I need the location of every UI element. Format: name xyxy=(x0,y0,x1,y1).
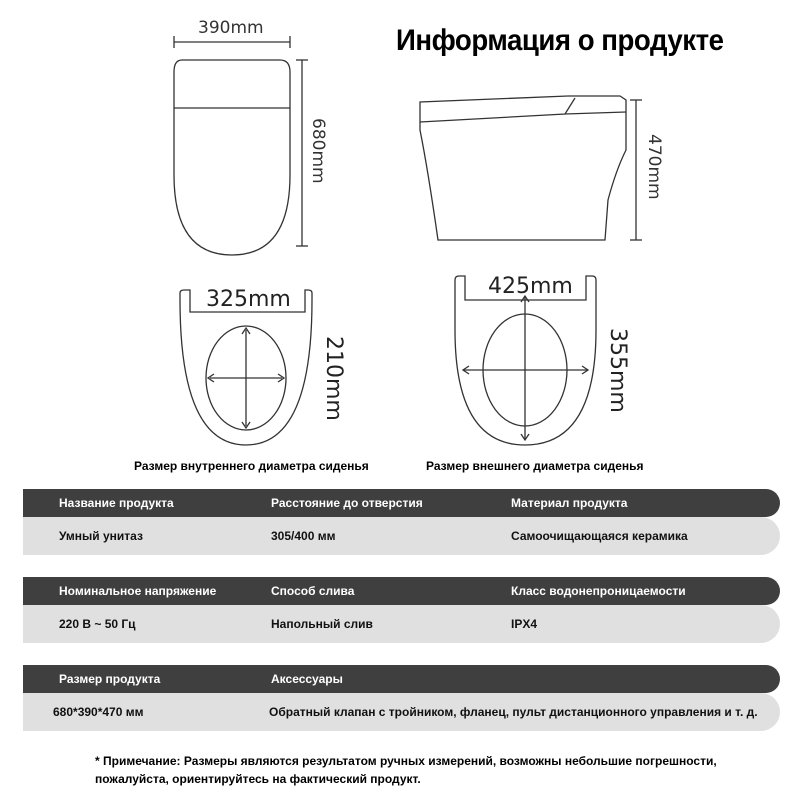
value-waterproof-class: IPX4 xyxy=(511,617,538,631)
header-flush-method: Способ слива xyxy=(271,584,355,598)
spec-row-1-header xyxy=(23,489,780,517)
spec-row-1 xyxy=(23,489,780,555)
footnote-line-2: пожалуйста, ориентируйтесь на фактический продукт. xyxy=(95,772,421,786)
inner-seat-arrows xyxy=(208,328,284,428)
spec-row-2 xyxy=(23,577,780,643)
outer-seat-caption: Размер внешнего диаметра сиденья xyxy=(426,459,644,473)
value-material: Самоочищающаяся керамика xyxy=(511,529,688,543)
top-length-dimension-line xyxy=(296,60,308,246)
side-view-outline xyxy=(420,96,626,240)
outer-width-label: 425mm xyxy=(488,274,573,299)
value-accessories: Обратный клапан с тройником, фланец, пульт дистанционного управления и т. д. xyxy=(269,705,758,719)
side-height-dimension-line xyxy=(630,100,642,240)
value-flush-method: Напольный слив xyxy=(271,617,373,631)
spec-row-2-values xyxy=(23,605,780,643)
value-hole-distance: 305/400 мм xyxy=(271,529,336,543)
side-height-label: 470mm xyxy=(644,134,664,200)
spec-row-2-header xyxy=(23,577,780,605)
outer-seat-arrows xyxy=(463,296,588,440)
spec-row-3 xyxy=(23,665,780,731)
spec-row-3-header xyxy=(23,665,780,693)
value-product-size: 680*390*470 мм xyxy=(53,705,144,719)
header-material: Материал продукта xyxy=(511,496,628,510)
footnote-line-1: * Примечание: Размеры являются результатом ручных измерений, возможны небольшие погрешности, xyxy=(95,754,717,768)
top-width-label: 390mm xyxy=(198,18,264,38)
header-product-size: Размер продукта xyxy=(59,672,161,686)
header-voltage: Номинальное напряжение xyxy=(59,584,217,598)
spec-row-1-values xyxy=(23,517,780,555)
inner-length-label: 210mm xyxy=(321,336,346,421)
top-length-label: 680mm xyxy=(308,118,328,184)
page-title: Информация о продукте xyxy=(396,24,724,57)
spec-row-3-values xyxy=(23,693,780,731)
header-accessories: Аксессуары xyxy=(271,672,343,686)
inner-width-label: 325mm xyxy=(206,287,291,312)
footnote xyxy=(95,752,717,788)
header-hole-distance: Расстояние до отверстия xyxy=(271,496,423,510)
value-voltage: 220 В ~ 50 Гц xyxy=(59,617,136,631)
value-product-name: Умный унитаз xyxy=(59,529,143,543)
inner-seat-caption: Размер внутреннего диаметра сиденья xyxy=(134,459,369,473)
outer-length-label: 355mm xyxy=(605,328,630,413)
header-waterproof-class: Класс водонепроницаемости xyxy=(511,584,686,598)
top-view-outline xyxy=(174,60,290,255)
header-product-name: Название продукта xyxy=(59,496,174,510)
